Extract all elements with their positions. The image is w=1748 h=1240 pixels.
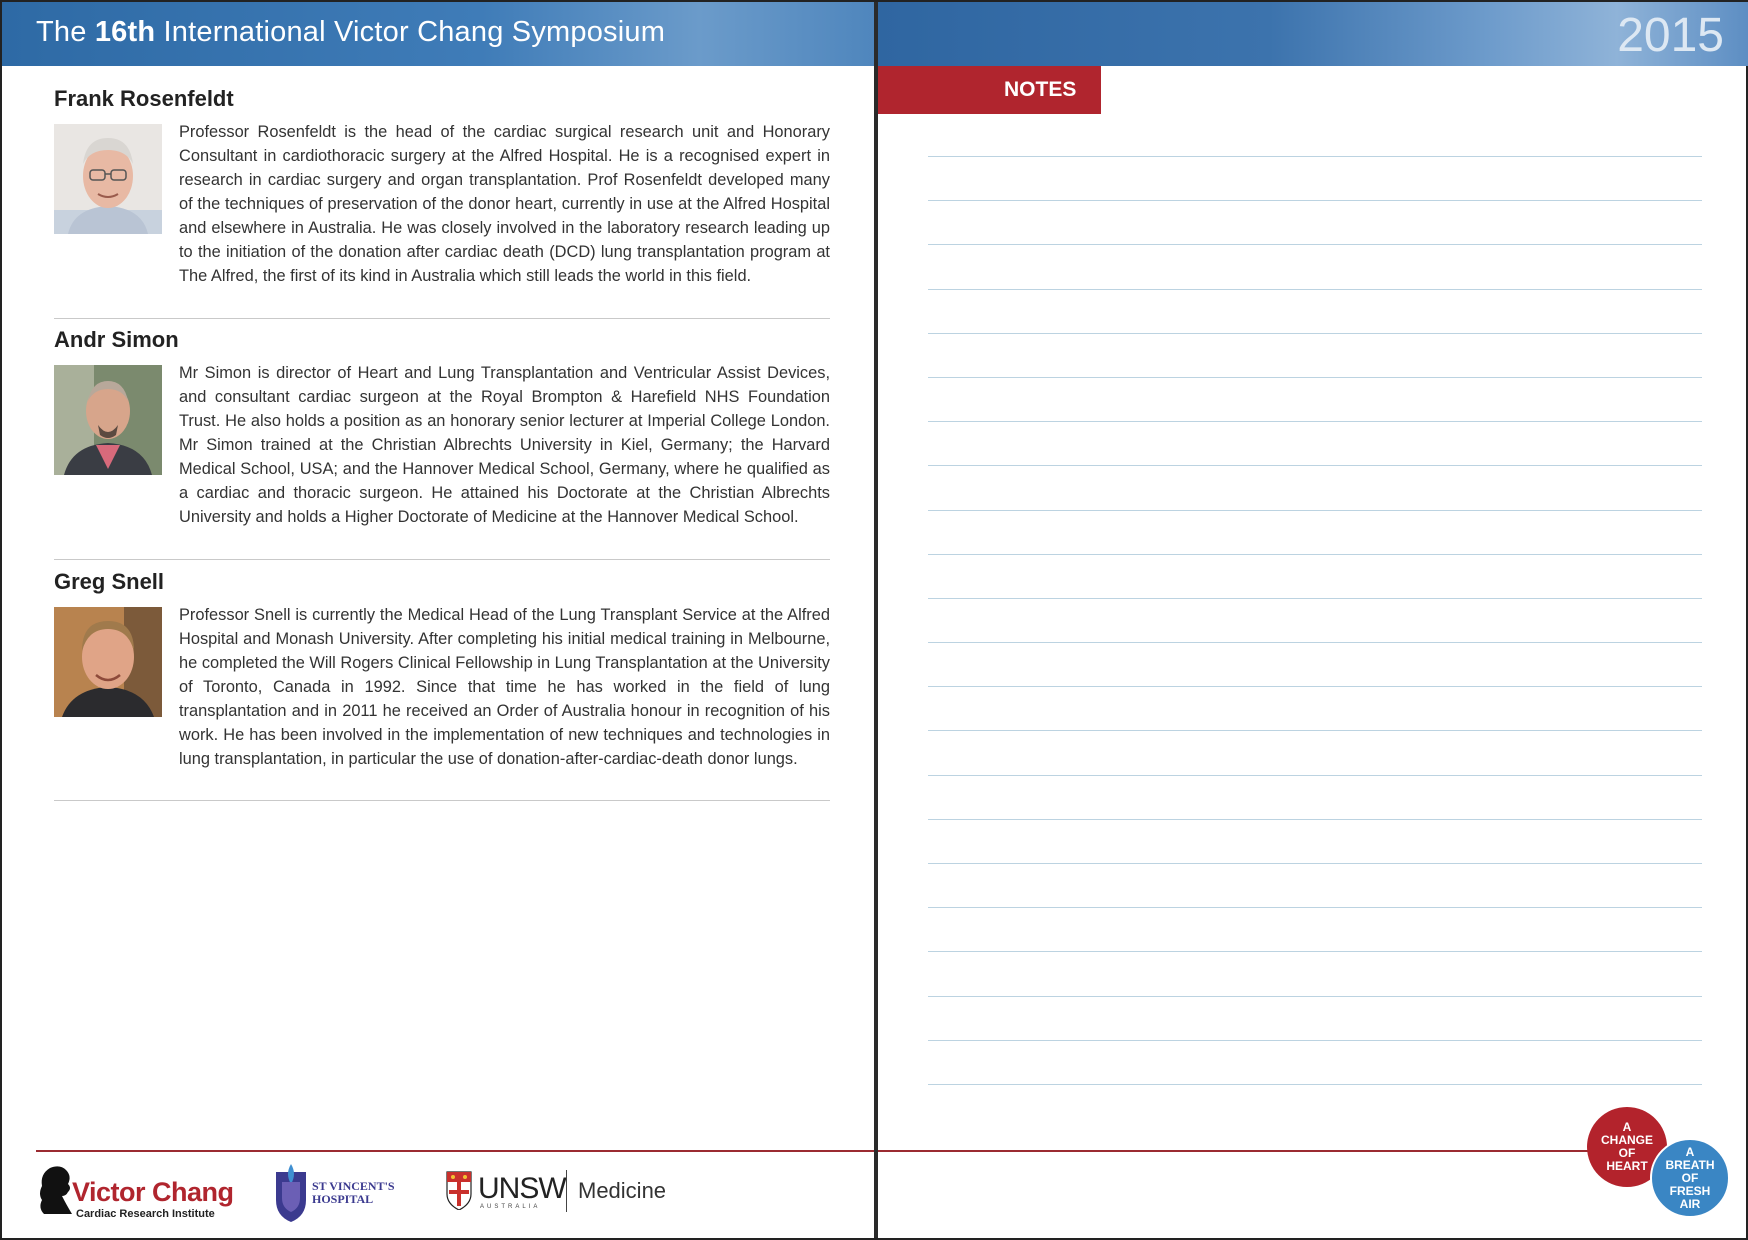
badge-heart-word: CHANGE: [1600, 1133, 1653, 1147]
speaker-bio-text: Professor Rosenfeldt is the head of the cardiac surgical research unit and Honorary Consultant in cardiothoracic surgery at the Alfred Hospital. He is a recognised expert in research in cardiac surgery and organ transplantation. Prof Rosenfeldt developed many of the techniques of preservation of the donor heart, currently in use at the Alfred Hospital and elsewhere in Australia. He was closely involved in the laboratory research leading up to the initiation of the donation after cardiac death (DCD) lung transplantation program at The Alfred, the first of its kind in Australia which still leads the world in this field.: [179, 123, 830, 285]
unsw-medicine-logo: [446, 1168, 716, 1224]
speaker-photo: [54, 365, 162, 475]
note-lines: [928, 156, 1702, 1128]
unsw-crest-icon: [446, 1170, 472, 1210]
note-line[interactable]: [928, 465, 1702, 509]
speaker-name: Andr Simon: [54, 327, 179, 352]
symposium-title: [36, 16, 665, 49]
bio-divider: [54, 559, 830, 560]
note-line[interactable]: [928, 156, 1702, 200]
st-vincents-line2: HOSPITAL: [312, 1192, 374, 1206]
note-line[interactable]: [928, 244, 1702, 288]
title-ordinal: 16th: [94, 16, 156, 48]
footer-rule-left: [36, 1150, 874, 1152]
notes-tab: NOTES: [878, 66, 1101, 114]
breath-of-fresh-air-badge: [1650, 1138, 1730, 1218]
badge-air-word: BREATH: [1665, 1157, 1715, 1172]
bio-frank-rosenfeldt: [54, 86, 830, 288]
left-page: [2, 2, 874, 1238]
note-line[interactable]: [928, 200, 1702, 244]
right-header-banner: [878, 2, 1748, 66]
note-line[interactable]: [928, 686, 1702, 730]
speaker-photo: [54, 607, 162, 717]
bio-andre-simon: [54, 327, 830, 529]
badge-heart-word: HEART: [1606, 1159, 1648, 1173]
st-vincents-wordmark: [312, 1180, 395, 1206]
note-line[interactable]: [928, 598, 1702, 642]
note-line[interactable]: [928, 377, 1702, 421]
unsw-faculty-name: Medicine: [578, 1178, 667, 1203]
note-line[interactable]: [928, 1084, 1702, 1128]
note-line[interactable]: [928, 863, 1702, 907]
note-line[interactable]: [928, 289, 1702, 333]
note-line[interactable]: [928, 775, 1702, 819]
note-line[interactable]: [928, 1040, 1702, 1084]
badge-air-word: A: [1685, 1144, 1695, 1159]
speaker-bio-text: Mr Simon is director of Heart and Lung Transplantation and Ventricular Assist Devices, and consultant cardiac surgeon at the Royal Brompton & Harefield NHS Foundation Trust. He also holds a position as an honorary senior lecturer at Imperial College London. Mr Simon trained at the Christian Albrechts University in Kiel, Germany; the Harvard Medical School, USA; and the Hannover Medical School, Germany, where he qualified as a cardiac and thoracic surgeon. He attained his Doctorate at the Christian Albrechts University and holds a Higher Doctorate of Medicine at the Hannover Medical School.: [179, 364, 830, 526]
note-line[interactable]: [928, 907, 1702, 951]
victor-chang-subtitle: Cardiac Research Institute: [76, 1208, 215, 1220]
speaker-photo: [54, 124, 162, 234]
badge-heart-word: A: [1622, 1120, 1632, 1134]
year-label: 2015: [1617, 9, 1724, 62]
st-vincents-shield-icon: [274, 1162, 308, 1222]
note-line[interactable]: [928, 642, 1702, 686]
victor-chang-logo: [36, 1160, 236, 1224]
note-line[interactable]: [928, 421, 1702, 465]
title-suffix: International Victor Chang Symposium: [155, 16, 666, 48]
note-line[interactable]: [928, 996, 1702, 1040]
title-prefix: The: [36, 16, 95, 48]
badge-heart-word: OF: [1618, 1146, 1636, 1160]
unsw-divider: [566, 1170, 567, 1212]
badge-air-word: AIR: [1679, 1196, 1701, 1211]
sponsor-logos: [36, 1160, 736, 1228]
footer-rule-right: [878, 1150, 1598, 1152]
bio-divider: [54, 800, 830, 801]
st-vincents-logo: [274, 1162, 414, 1226]
speaker-bio-text: Professor Snell is currently the Medical Head of the Lung Transplant Service at the Alfred Hospital and Monash University. After completing his initial medical training in Melbourne, he completed the Will Rogers Clinical Fellowship in Lung Transplantation at the University of Toronto, Canada in 1992. Since that time he has worked in the field of lung transplantation and in 2011 he received an Order of Australia honour in recognition of his work. He has been involved in the implementation of new techniques and technologies in lung transplantation, in particular the use of donation-after-cardiac-death donor lungs.: [179, 606, 830, 768]
speaker-name: Frank Rosenfeldt: [54, 86, 234, 111]
badge-air-word: OF: [1681, 1170, 1699, 1185]
bio-divider: [54, 318, 830, 319]
note-line[interactable]: [928, 510, 1702, 554]
unsw-subtitle: AUSTRALIA: [480, 1204, 541, 1210]
left-header-banner: [2, 2, 874, 66]
victor-chang-wordmark: Victor Chang: [72, 1177, 234, 1207]
victor-chang-silhouette-icon: [36, 1164, 74, 1214]
badge-air-word: FRESH: [1669, 1183, 1711, 1198]
note-line[interactable]: [928, 554, 1702, 598]
note-line[interactable]: [928, 730, 1702, 774]
note-line[interactable]: [928, 951, 1702, 995]
st-vincents-line1: ST VINCENT'S: [312, 1179, 395, 1193]
speaker-name: Greg Snell: [54, 569, 165, 594]
note-line[interactable]: [928, 333, 1702, 377]
right-page: [878, 2, 1748, 1238]
unsw-wordmark: UNSW: [478, 1172, 566, 1205]
bio-greg-snell: [54, 569, 830, 771]
note-line[interactable]: [928, 819, 1702, 863]
